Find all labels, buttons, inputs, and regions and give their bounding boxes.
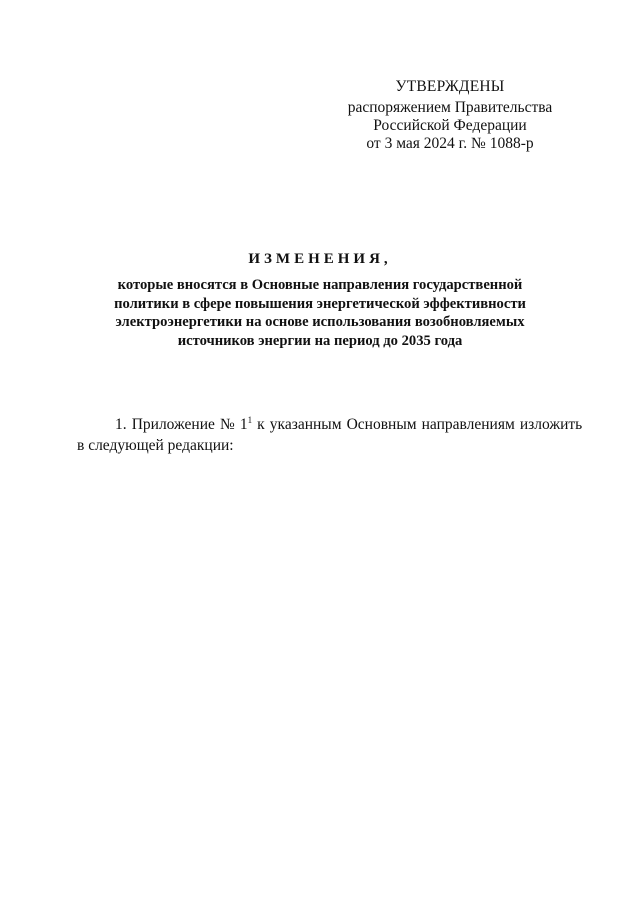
document-subtitle xyxy=(70,276,570,350)
approval-line-date-number: от 3 мая 2024 г. № 1088-р xyxy=(366,135,534,152)
item-text-start: 1. Приложение № 1 xyxy=(115,416,248,433)
item-text-end: к указанным Основным направлениям изложить xyxy=(252,416,583,433)
subtitle-line: электроэнергетики на основе использования возобновляемых xyxy=(115,314,525,330)
approval-line-government: Российской Федерации xyxy=(373,117,527,134)
document-title: ИЗМЕНЕНИЯ, xyxy=(248,251,392,267)
subtitle-line: политики в сфере повышения энергетической эффективности xyxy=(114,295,526,312)
paragraph-item-1 xyxy=(77,414,583,456)
subtitle-line: которые вносятся в Основные направления государственной xyxy=(117,277,523,293)
approval-title: УТВЕРЖДЕНЫ xyxy=(395,78,505,95)
subtitle-line: источников энергии на период до 2035 года xyxy=(177,332,463,349)
paragraph-line xyxy=(77,414,583,435)
paragraph-line: в следующей редакции: xyxy=(77,437,234,454)
approval-line-decree: распоряжением Правительства xyxy=(347,99,553,116)
footnote-superscript: 1 xyxy=(247,415,253,425)
approval-block xyxy=(330,78,570,153)
